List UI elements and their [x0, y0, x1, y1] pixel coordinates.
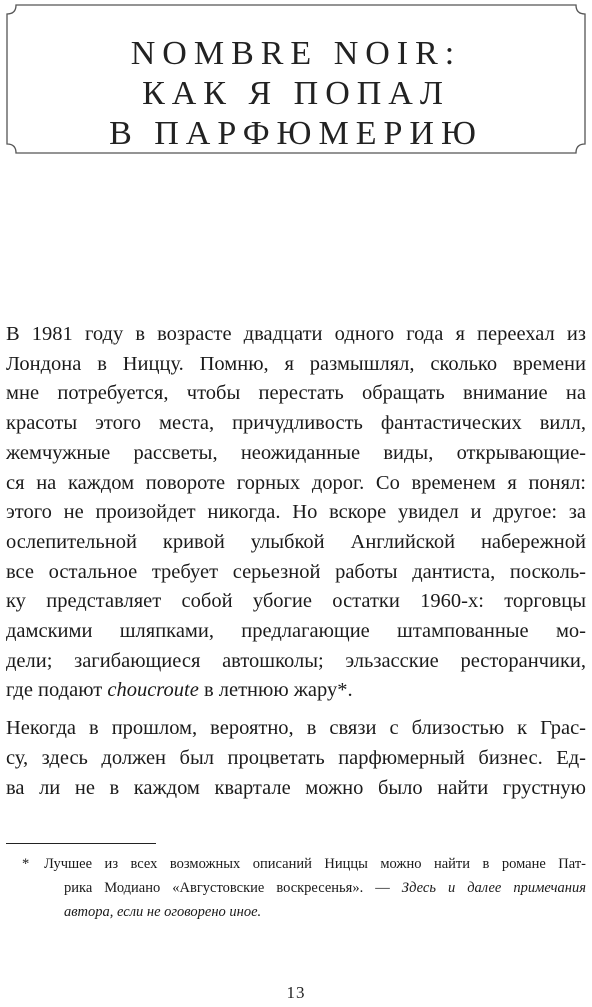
chapter-title [6, 34, 586, 154]
text-line: ку представляет собой убогие остатки 1960-х: торговцы [6, 590, 586, 613]
chapter-body [6, 320, 586, 803]
footnote-italic: автора, если не оговорено иное. [64, 904, 262, 920]
footnote-text: рика Модиано «Августовские воскресенья». — [64, 880, 402, 896]
text-line: этого не произойдет никогда. Но вскоре увидел и другое: за [6, 501, 586, 524]
text-line: Лондона в Ниццу. Помню, я размышлял, сколько времени [6, 352, 586, 375]
footnote-line [6, 876, 586, 900]
text-line: ся на каждом повороте горных дорог. Со временем я понял: [6, 471, 586, 494]
footnote-mark: * [22, 856, 30, 872]
text-line: жемчужные рассветы, неожиданные виды, открывающие- [6, 441, 586, 464]
text-line [6, 676, 586, 706]
footnote-line [6, 852, 586, 876]
text-line: дамскими шляпками, предлагающие штампованные мо- [6, 620, 586, 643]
text-line: Некогда в прошлом, вероятно, в связи с близостью к Грас- [6, 717, 586, 740]
chapter-title-line: КАК Я ПОПАЛ [142, 75, 450, 112]
paragraph [6, 320, 586, 706]
text-segment: где подают [6, 679, 108, 702]
italic-term: choucroute [107, 679, 199, 702]
text-line: ва ли не в каждом квартале можно было найти грустную [6, 776, 586, 799]
footnote-rule [6, 843, 156, 844]
text-line: красоты этого места, причудливость фантастических вилл, [6, 412, 586, 435]
text-line: ослепительной кривой улыбкой Английской набережной [6, 530, 586, 553]
footnote-line [6, 900, 586, 924]
footnote [6, 852, 586, 924]
text-line: дели; загибающиеся автошколы; эльзасские ресторанчики, [6, 649, 586, 672]
text-line: все остальное требует серьезной работы дантиста, посколь- [6, 560, 586, 583]
chapter-title-line: NOMBRE NOIR: [130, 35, 462, 72]
page-number: 13 [286, 983, 306, 1002]
title-frame [6, 4, 586, 154]
text-segment: в летнюю жару*. [198, 679, 353, 702]
paragraph [6, 714, 586, 803]
footnote-italic: Здесь и далее примечания [401, 880, 586, 896]
chapter-title-line: В ПАРФЮМЕРИЮ [109, 115, 483, 152]
text-line: В 1981 году в возрасте двадцати одного года я переехал из [6, 323, 586, 345]
text-line: су, здесь должен был процветать парфюмерный бизнес. Ед- [6, 746, 586, 769]
text-line: мне потребуется, чтобы перестать обращать внимание на [6, 382, 586, 405]
footnote-text: Лучшее из всех возможных описаний Ниццы можно найти в романе Пат- [44, 856, 586, 872]
